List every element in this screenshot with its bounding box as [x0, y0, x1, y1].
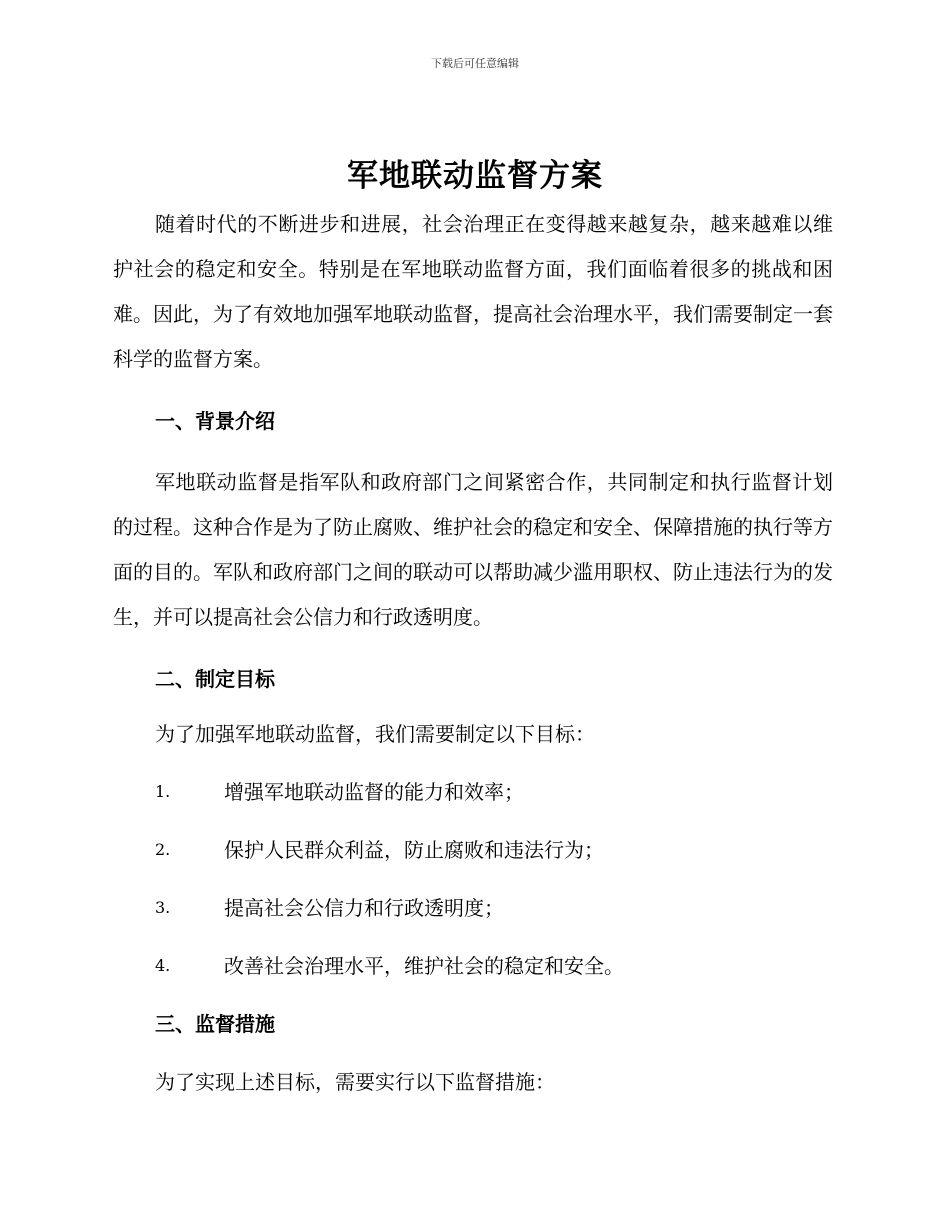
section-heading-measures: 三、监督措施: [155, 1012, 275, 1036]
header-note: 下载后可任意编辑: [431, 57, 519, 70]
background-paragraph: 军地联动监督是指军队和政府部门之间紧密合作，共同制定和执行监督计划的过程。这种合作是为了防止腐败、维护社会的稳定和安全、保障措施的执行等方面的目的。军队和政府部门之间的联动可以帮助减少滥用职权、防止违法行为的发生，并可以提高社会公信力和行政透明度。: [113, 470, 833, 629]
document-body: [113, 202, 833, 1097]
list-item-text: 提高社会公信力和行政透明度；: [224, 896, 504, 920]
list-item-text: 增强军地联动监督的能力和效率；: [224, 780, 524, 804]
section-heading-background: 一、背景介绍: [155, 409, 275, 433]
goals-list: [113, 777, 833, 981]
list-item: [113, 835, 833, 865]
goals-lead: 为了加强军地联动监督，我们需要制定以下目标：: [155, 722, 595, 746]
section-heading-goals: 二、制定目标: [155, 667, 275, 691]
intro-paragraph: 随着时代的不断进步和进展，社会治理正在变得越来越复杂，越来越难以维护社会的稳定和安全。特别是在军地联动监督方面，我们面临着很多的挑战和困难。因此，为了有效地加强军地联动监督，提高社会治理水平，我们需要制定一套科学的监督方案。: [113, 212, 833, 371]
list-item-text: 改善社会治理水平，维护社会的稳定和安全。: [224, 954, 624, 978]
list-item-number: 4.: [155, 956, 171, 975]
list-item: [113, 777, 833, 807]
list-item-number: 3.: [155, 898, 171, 917]
list-item: [113, 951, 833, 981]
measures-lead: 为了实现上述目标，需要实行以下监督措施：: [155, 1070, 555, 1094]
list-item: [113, 893, 833, 923]
list-item-text: 保护人民群众利益，防止腐败和违法行为；: [224, 838, 604, 862]
list-item-number: 2.: [155, 840, 171, 859]
list-item-number: 1.: [155, 782, 171, 801]
document-title: 军地联动监督方案: [347, 158, 603, 194]
